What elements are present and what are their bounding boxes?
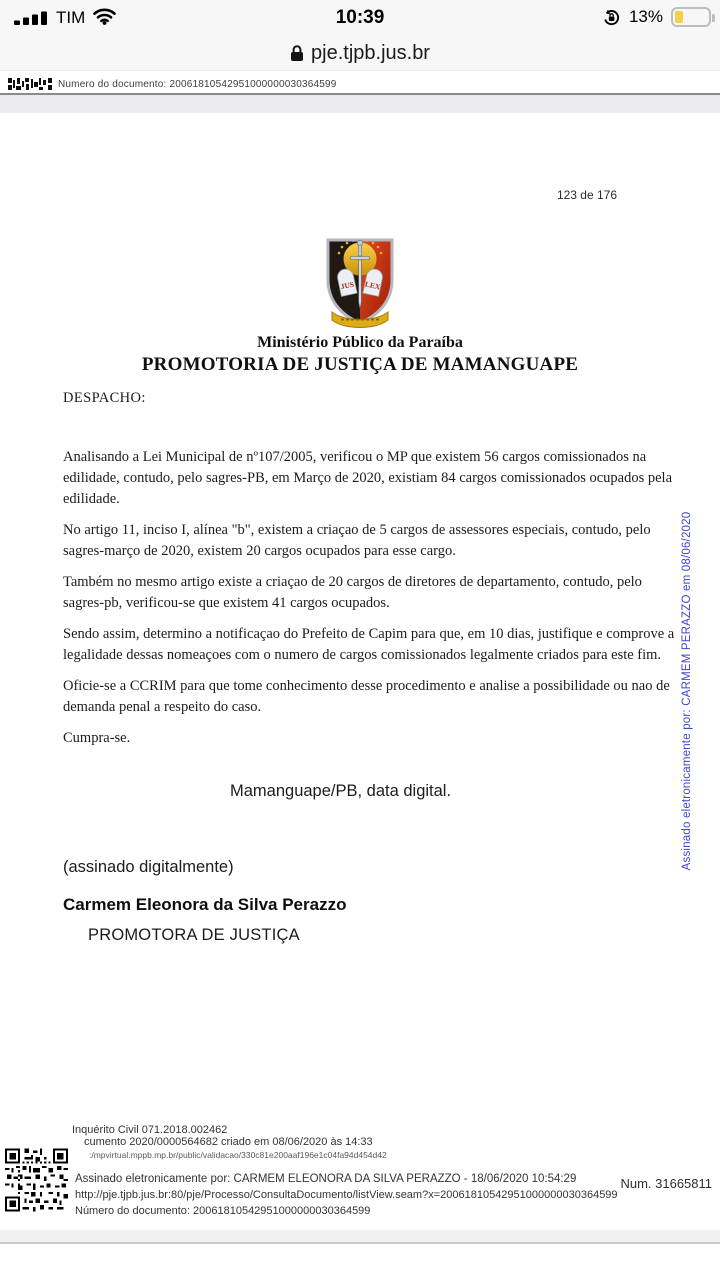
previous-page-edge: [0, 71, 720, 95]
url-bar[interactable]: [0, 36, 720, 71]
documento-line: cumento 2020/0000564682 criado em 08/06/2020 às 14:33: [84, 1136, 373, 1148]
signer-title: PROMOTORA DE JUSTIÇA: [88, 926, 300, 944]
shield-lex-text: LEX: [364, 279, 382, 292]
document-body: [63, 388, 677, 759]
barcode-icon: [8, 78, 54, 90]
qr-code: [5, 1147, 68, 1213]
pdf-page[interactable]: [0, 113, 720, 1230]
assinatura-line: Assinado eletronicamente por: CARMEM ELEONORA DA SILVA PERAZZO - 18/06/2020 10:54:29: [75, 1173, 577, 1185]
inquerito-line: Inquérito Civil 071.2018.002462: [72, 1124, 228, 1136]
paragraph: No artigo 11, inciso I, alínea "b", existem a criaçao de 5 cargos de assessores especiais, contudo, pelo sagres-março de 2020, existem 20 cargos ocupados para esse cargo.: [63, 522, 651, 559]
status-bar: [0, 0, 720, 36]
org-unit: PROMOTORIA DE JUSTIÇA DE MAMANGUAPE: [141, 354, 579, 375]
clock: 10:39: [335, 7, 385, 28]
prev-doc-number: Numero do documento: 20061810542951000000030364599: [58, 79, 337, 90]
digitally-signed-note: (assinado digitalmente): [63, 858, 234, 876]
despacho-heading: DESPACHO:: [63, 390, 146, 406]
lock-icon: [290, 44, 304, 62]
mppb-crest: [320, 230, 400, 330]
page-separator-top: [0, 95, 720, 114]
org-header: [0, 334, 720, 376]
signer-name: Carmem Eleonora da Silva Perazzo: [63, 895, 347, 914]
electronic-signature-stamp: Assinado eletronicamente por: CARMEM PERAZZO em 08/06/2020: [681, 511, 693, 871]
doc-number-line: Número do documento: 20061810542951000000030364599: [75, 1205, 371, 1217]
carrier-label: TIM: [56, 8, 86, 27]
paragraph: Sendo assim, determino a notificaçao do Prefeito de Capim para que, em 10 dias, justifique e comprove a legalidade dessas nomeaçoes com o numero de cargos comissionados legalmente criados para este fim.: [63, 626, 675, 663]
validacao-url: :/mpvirtual.mppb.mp.br/public/validacao/330c81e200aaf196e1c04fa94d454d42: [89, 1150, 387, 1160]
paragraph: Também no mesmo artigo existe a criaçao de 20 cargos de diretores de departamento, contudo, pelo sagres-pb, verificou-se que existem 41 cargos ocupados.: [63, 574, 642, 611]
battery-nub: [712, 14, 715, 22]
battery-icon: [671, 7, 711, 27]
orientation-lock-icon: [602, 8, 621, 27]
status-right-cluster: [602, 7, 711, 27]
page-separator-bottom: [0, 1230, 720, 1244]
shield-jus-text: JUS: [339, 279, 355, 292]
paragraph: Cumpra-se.: [63, 730, 131, 746]
place-date-line: Mamanguape/PB, data digital.: [230, 782, 452, 800]
battery-percent: 13%: [628, 7, 663, 26]
num-label: Num. 31665811: [620, 1176, 712, 1191]
paragraph: Analisando a Lei Municipal de nº107/2005, verificou o MP que existem 56 cargos comissionados na edilidade, contudo, pelo sagres-PB, em Março de 2020, existiam 84 cargos comissionados ocupados pela edilidade.: [63, 449, 672, 507]
paragraph: Oficie-se a CCRIM para que tome conhecimento desse procedimento e analise a possibilidade ou nao de demanda penal a respeito do caso.: [63, 678, 670, 715]
org-name: Ministério Público da Paraíba: [257, 334, 463, 351]
page-indicator: 123 de 176: [556, 188, 617, 202]
battery-fill-level: [675, 11, 683, 23]
consulta-url: http://pje.tjpb.jus.br:80/pje/Processo/ConsultaDocumento/listView.seam?x=20061810542951000000030364599: [75, 1189, 618, 1201]
url-text: pje.tjpb.jus.br: [311, 41, 430, 64]
